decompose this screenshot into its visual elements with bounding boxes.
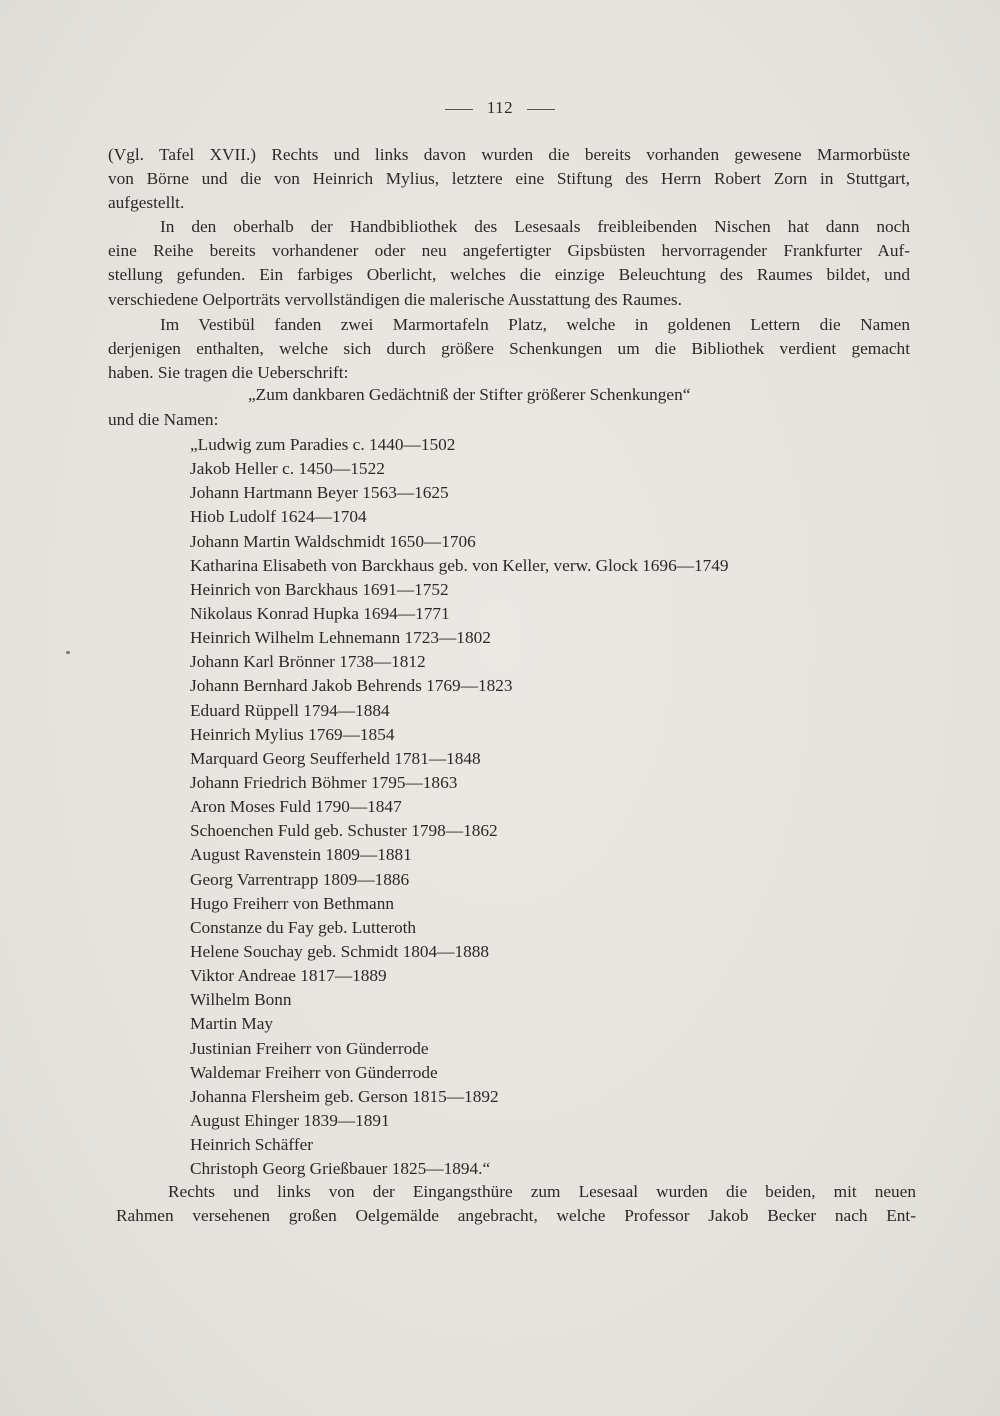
header-rule-left <box>445 109 473 110</box>
donor-name: Helene Souchay geb. Schmidt 1804—1888 <box>190 941 490 961</box>
list-item <box>190 433 729 457</box>
list-item <box>190 795 729 819</box>
paragraph-oil-paintings <box>116 1180 916 1228</box>
list-item <box>190 554 729 578</box>
donor-name: Viktor Andreae 1817—1889 <box>190 966 387 986</box>
list-item <box>190 892 729 916</box>
donor-name: August Ravenstein 1809—1881 <box>190 845 412 865</box>
page-header <box>0 98 1000 118</box>
list-item <box>190 578 729 602</box>
donor-name: Martin May <box>190 1014 274 1034</box>
text-line: verschiedene Oelporträts vervollständigen die malerische Ausstattung des Raumes. <box>108 289 682 309</box>
donor-name: Wilhelm Bonn <box>190 990 292 1010</box>
list-item <box>190 481 729 505</box>
list-item <box>190 964 729 988</box>
list-item <box>190 916 729 940</box>
text-line: aufgestellt. <box>108 193 185 213</box>
list-item <box>190 771 729 795</box>
list-item <box>190 1109 729 1133</box>
donor-names-list <box>190 433 729 1181</box>
donor-name: Heinrich Schäffer <box>190 1135 313 1155</box>
text-line: stellung gefunden. Ein farbiges Oberlicht, welches die einzige Beleuchtung des Raumes bildet, und <box>108 265 910 285</box>
text-line: haben. Sie tragen die Ueberschrift: <box>108 363 349 383</box>
donor-name: Schoenchen Fuld geb. Schuster 1798—1862 <box>190 821 498 841</box>
list-item <box>190 505 729 529</box>
text-line: eine Reihe bereits vorhandener oder neu angefertigter Gipsbüsten hervorragender Frankfurter Auf- <box>108 241 910 261</box>
text-line: In den oberhalb der Handbibliothek des Lesesaals freibleibenden Nischen hat dann noch <box>160 217 910 236</box>
donor-name: Marquard Georg Seufferheld 1781—1848 <box>190 748 481 768</box>
list-item <box>190 843 729 867</box>
donor-name: August Ehinger 1839—1891 <box>190 1110 390 1130</box>
list-item <box>190 626 729 650</box>
list-item <box>190 988 729 1012</box>
list-item <box>190 457 729 481</box>
donor-name: Heinrich Wilhelm Lehnemann 1723—1802 <box>190 628 491 648</box>
text-line: derjenigen enthalten, welche sich durch größere Schenkungen um die Bibliothek verdient gemacht <box>108 339 910 359</box>
scan-speck <box>66 651 70 654</box>
text-line: Im Vestibül fanden zwei Marmortafeln Platz, welche in goldenen Lettern die Namen <box>160 315 910 334</box>
list-item <box>190 1133 729 1157</box>
donor-name: Waldemar Freiherr von Günderrode <box>190 1062 438 1082</box>
donor-name: Christoph Georg Grießbauer 1825—1894.“ <box>190 1159 491 1179</box>
text-line: (Vgl. Tafel XVII.) Rechts und links davon wurden die bereits vorhanden gewesene Marmorbüste <box>108 145 910 164</box>
list-item <box>190 1061 729 1085</box>
list-item <box>190 650 729 674</box>
donor-name: Constanze du Fay geb. Lutteroth <box>190 917 417 937</box>
donor-name: Eduard Rüppell 1794—1884 <box>190 700 390 720</box>
donor-name: Johann Karl Brönner 1738—1812 <box>190 652 426 672</box>
list-item <box>190 1085 729 1109</box>
list-item <box>190 819 729 843</box>
list-item <box>190 602 729 626</box>
donor-name: Hugo Freiherr von Bethmann <box>190 893 394 913</box>
donor-name: Johann Friedrich Böhmer 1795—1863 <box>190 772 458 792</box>
donor-name: Katharina Elisabeth von Barckhaus geb. von Keller, verw. Glock 1696—1749 <box>190 555 729 575</box>
donor-name: Jakob Heller c. 1450—1522 <box>190 459 385 479</box>
donor-name: Heinrich Mylius 1769—1854 <box>190 724 395 744</box>
list-item <box>190 530 729 554</box>
names-label: und die Namen: <box>108 410 219 429</box>
list-item <box>190 699 729 723</box>
text-line: Rahmen versehenen großen Oelgemälde angebracht, welche Professor Jakob Becker nach Ent- <box>116 1206 916 1226</box>
donor-name: „Ludwig zum Paradies c. 1440—1502 <box>190 435 456 454</box>
donor-name: Nikolaus Konrad Hupka 1694—1771 <box>190 603 450 623</box>
list-item <box>190 868 729 892</box>
list-item <box>190 940 729 964</box>
inscription-title: „Zum dankbaren Gedächtniß der Stifter größerer Schenkungen“ <box>248 385 691 404</box>
list-item <box>190 1037 729 1061</box>
donor-name: Johanna Flersheim geb. Gerson 1815—1892 <box>190 1086 499 1106</box>
donor-name: Johann Martin Waldschmidt 1650—1706 <box>190 531 476 551</box>
donor-name: Aron Moses Fuld 1790—1847 <box>190 797 402 817</box>
list-item <box>190 1157 729 1181</box>
donor-name: Heinrich von Barckhaus 1691—1752 <box>190 579 449 599</box>
donor-name: Johann Hartmann Beyer 1563—1625 <box>190 483 449 503</box>
donor-name: Justinian Freiherr von Günderrode <box>190 1038 429 1058</box>
list-item <box>190 723 729 747</box>
paragraph-plaster-busts <box>108 215 910 312</box>
donor-name: Johann Bernhard Jakob Behrends 1769—1823 <box>190 676 513 696</box>
list-item <box>190 747 729 771</box>
paragraph-marble-tablets <box>108 313 910 386</box>
list-item <box>190 1012 729 1036</box>
paragraph-marble-busts <box>108 143 910 216</box>
page-number: 112 <box>486 98 514 117</box>
text-line: Rechts und links von der Eingangsthüre zum Lesesaal wurden die beiden, mit neuen <box>168 1182 916 1201</box>
donor-name: Georg Varrentrapp 1809—1886 <box>190 869 410 889</box>
donor-name: Hiob Ludolf 1624—1704 <box>190 507 367 527</box>
list-item <box>190 674 729 698</box>
text-line: von Börne und die von Heinrich Mylius, letztere eine Stiftung des Herrn Robert Zorn in Stuttgart, <box>108 169 910 189</box>
header-rule-right <box>527 109 555 110</box>
